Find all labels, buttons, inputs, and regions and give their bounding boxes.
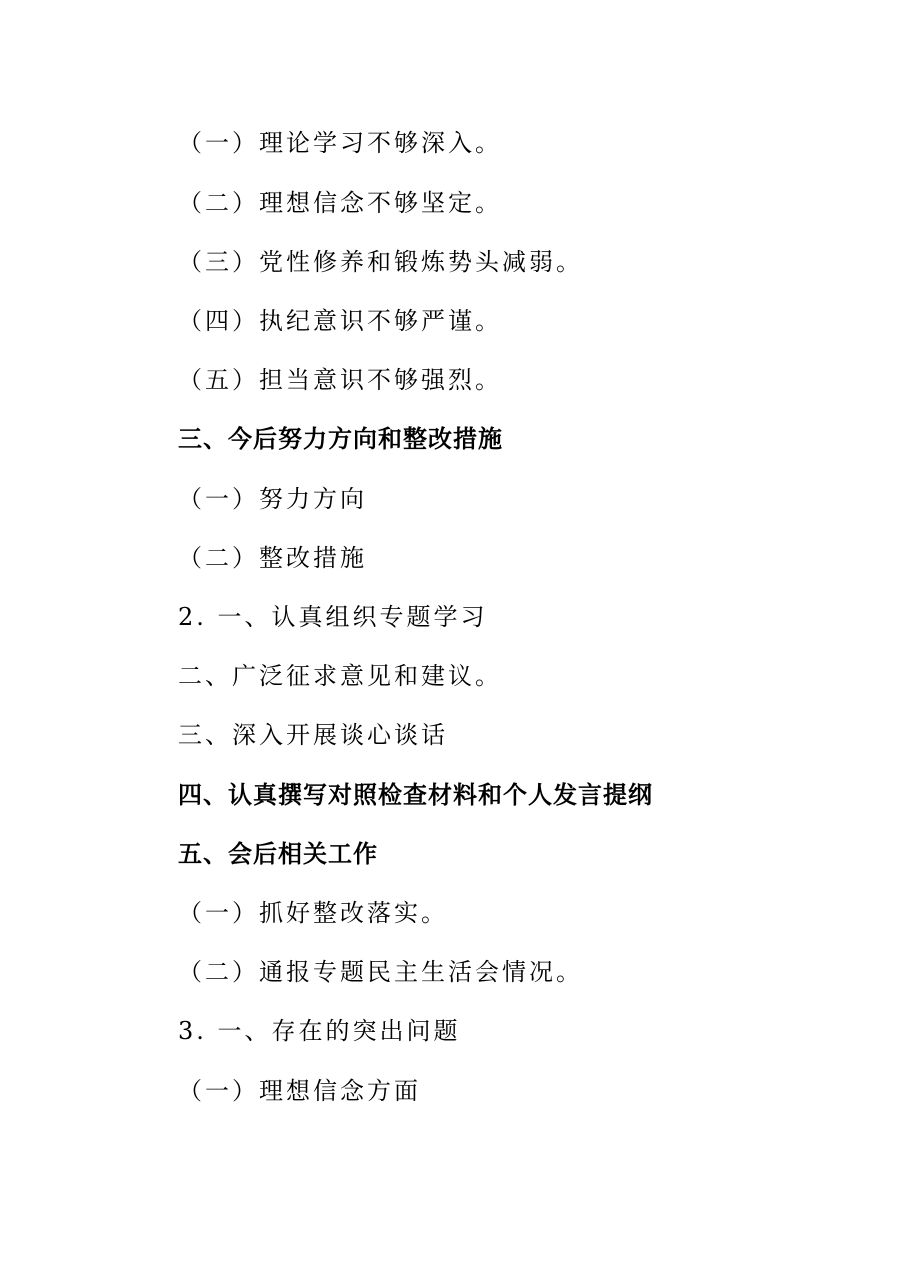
section-heading-improvement: 三、今后努力方向和整改措施	[178, 425, 503, 453]
numbered-item-study: 2. 一、认真组织专题学习	[178, 603, 488, 631]
list-item-party-spirit: （三）党性修养和锻炼势头减弱。	[178, 248, 583, 276]
list-item-measures: （二）整改措施	[178, 544, 367, 572]
list-item-theory-study: （一）理论学习不够深入。	[178, 129, 502, 157]
list-item-ideals-belief: （二）理想信念不够坚定。	[178, 189, 502, 217]
list-item-heart-talks: 三、深入开展谈心谈话	[178, 721, 448, 749]
section-heading-followup: 五、会后相关工作	[178, 840, 378, 868]
list-item-solicit-opinions: 二、广泛征求意见和建议。	[178, 662, 502, 690]
list-item-ideals-aspect: （一）理想信念方面	[178, 1077, 421, 1105]
section-heading-materials: 四、认真撰写对照检查材料和个人发言提纲	[178, 781, 653, 809]
list-item-responsibility: （五）担当意识不够强烈。	[178, 366, 502, 394]
list-item-direction: （一）努力方向	[178, 485, 367, 513]
numbered-item-problems: 3. 一、存在的突出问题	[178, 1017, 461, 1045]
list-item-discipline: （四）执纪意识不够严谨。	[178, 307, 502, 335]
list-item-rectification: （一）抓好整改落实。	[178, 899, 448, 927]
list-item-report-meeting: （二）通报专题民主生活会情况。	[178, 958, 583, 986]
